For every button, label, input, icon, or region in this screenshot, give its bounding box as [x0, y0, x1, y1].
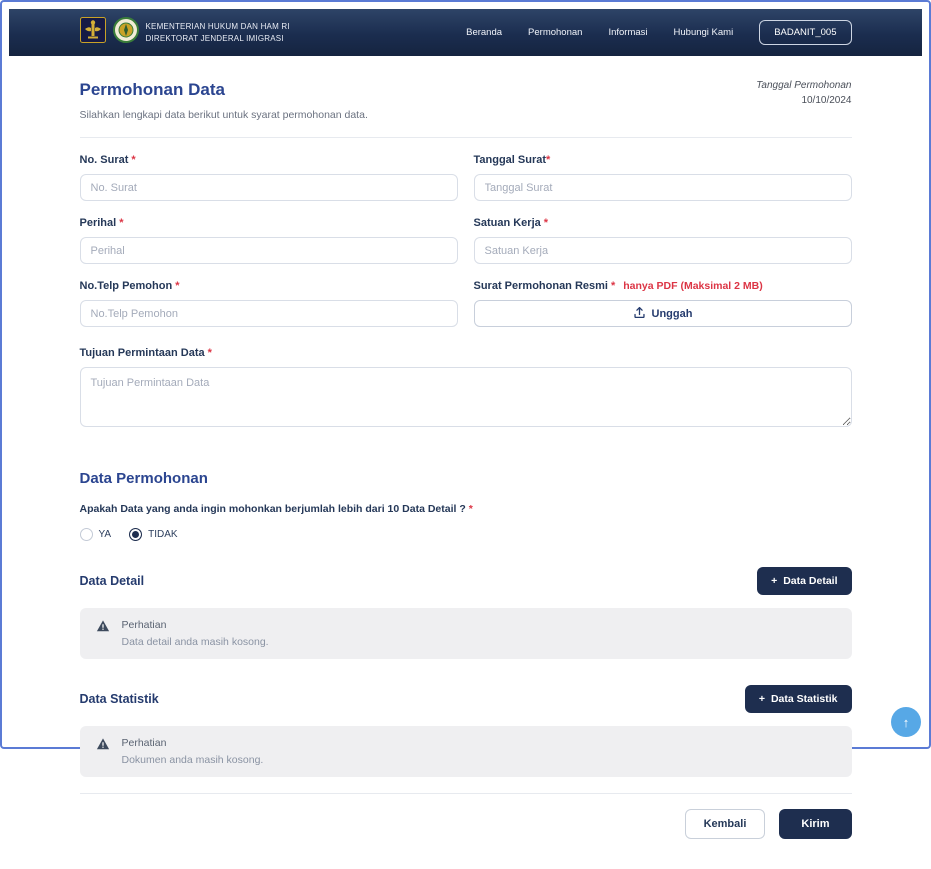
brand-block	[80, 17, 290, 48]
divider	[80, 793, 852, 794]
satuan-kerja-input[interactable]	[474, 237, 852, 264]
nav-beranda[interactable]: Beranda	[466, 27, 503, 38]
plus-icon: +	[771, 575, 778, 587]
warning-icon	[96, 737, 110, 756]
warning-icon	[96, 619, 110, 638]
no-surat-input[interactable]	[80, 174, 458, 201]
tujuan-textarea[interactable]	[80, 367, 852, 427]
warning-message: Dokumen anda masih kosong.	[121, 754, 264, 766]
data-detail-title: Data Detail	[79, 574, 145, 588]
page-subtitle: Silahkan lengkapi data berikut untuk syarat permohonan data.	[79, 109, 368, 121]
warning-title: Perhatian	[121, 619, 167, 631]
no-telp-label: No.Telp Pemohon *	[79, 280, 180, 292]
warning-message: Data detail anda masih kosong.	[121, 636, 269, 648]
required-marker: *	[119, 217, 124, 229]
date-value: 10/10/2024	[801, 95, 852, 106]
data-detail-warning	[80, 608, 852, 659]
imigrasi-logo	[113, 17, 139, 48]
satuan-kerja-label: Satuan Kerja *	[473, 217, 549, 229]
perihal-label: Perihal *	[79, 217, 124, 229]
required-marker: *	[131, 154, 136, 166]
more-than-10-question: Apakah Data yang anda ingin mohonkan berjumlah lebih dari 10 Data Detail ? *	[79, 503, 473, 515]
main-nav	[466, 20, 851, 45]
nav-hubungi-kami[interactable]: Hubungi Kami	[673, 27, 734, 38]
required-marker: *	[610, 280, 616, 292]
back-button[interactable]: Kembali	[685, 809, 766, 839]
plus-icon: +	[758, 693, 765, 705]
required-marker: *	[207, 347, 212, 359]
required-marker: *	[546, 154, 551, 166]
radio-icon-unchecked[interactable]	[80, 528, 93, 541]
main-content	[80, 56, 852, 869]
page-title: Permohonan Data	[79, 80, 225, 99]
nav-informasi[interactable]: Informasi	[608, 27, 648, 38]
application-date	[756, 80, 851, 106]
tanggal-surat-label: Tanggal Surat*	[473, 154, 551, 166]
top-navigation-bar	[9, 9, 922, 56]
surat-resmi-label: Surat Permohonan Resmi * hanya PDF (Maksimal 2 MB)	[473, 280, 763, 292]
add-data-detail-button[interactable]: + Data Detail	[757, 567, 851, 595]
arrow-up-icon: ↑	[902, 714, 910, 730]
scroll-to-top-button[interactable]	[891, 707, 921, 737]
radio-option-ya[interactable]: YA	[80, 528, 112, 541]
required-marker: *	[468, 503, 473, 515]
pdf-size-note: hanya PDF (Maksimal 2 MB)	[623, 280, 763, 292]
submit-button[interactable]: Kirim	[779, 809, 851, 839]
user-account-button[interactable]: BADANIT_005	[759, 20, 851, 45]
warning-title: Perhatian	[121, 737, 167, 749]
no-surat-label: No. Surat *	[79, 154, 136, 166]
add-data-statistik-button[interactable]: + Data Statistik	[745, 685, 852, 713]
date-label: Tanggal Permohonan	[756, 80, 852, 91]
required-marker: *	[175, 280, 180, 292]
radio-option-tidak[interactable]: TIDAK	[129, 528, 177, 541]
nav-permohonan[interactable]: Permohonan	[528, 27, 583, 38]
data-statistik-warning	[80, 726, 852, 777]
data-permohonan-title: Data Permohonan	[79, 470, 208, 487]
no-telp-input[interactable]	[80, 300, 458, 327]
tujuan-label: Tujuan Permintaan Data *	[79, 347, 212, 359]
data-statistik-title: Data Statistik	[79, 692, 159, 706]
upload-button[interactable]: Unggah	[474, 300, 852, 327]
required-marker: *	[543, 217, 549, 229]
tanggal-surat-input[interactable]	[474, 174, 852, 201]
ministry-name: KEMENTERIAN HUKUM DAN HAM RI DIREKTORAT JENDERAL IMIGRASI	[145, 21, 290, 43]
radio-icon-checked[interactable]	[129, 528, 142, 541]
perihal-input[interactable]	[80, 237, 458, 264]
kemenkumham-logo	[80, 17, 106, 48]
upload-icon	[633, 306, 646, 322]
